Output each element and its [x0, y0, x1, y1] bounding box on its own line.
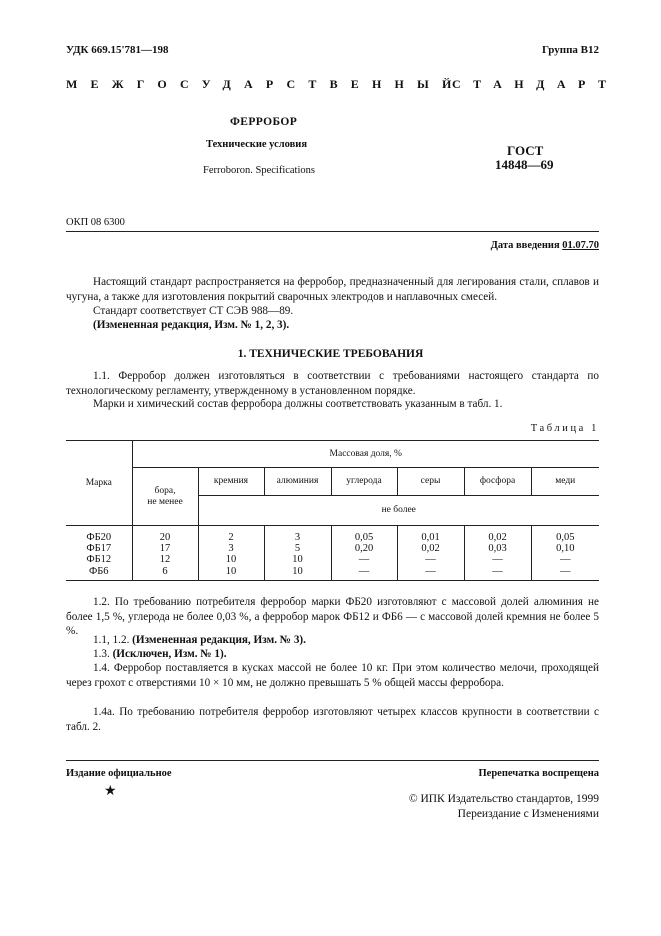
cell-copper: 0,05 [531, 526, 599, 544]
col-header-carbon: углерода [331, 468, 397, 496]
cell-phosphorus: 0,02 [464, 526, 531, 544]
cell-phosphorus: — [464, 554, 531, 565]
intro-date-label: Дата введения [490, 240, 560, 251]
cell-mark: ФБ17 [86, 543, 112, 555]
cell-boron: 20 [132, 526, 198, 544]
section-1-paragraph-1: 1.1. Ферробор должен изготовляться в соответствии с требованиями настоящего стандарта по технологическому регламенту, утвержденному в установленном порядке. [66, 370, 599, 397]
amendment-clause-numbers: 1.1, 1.2. [93, 634, 130, 646]
cell-sulfur: 0,02 [397, 543, 464, 554]
cell-aluminium: 3 [264, 526, 331, 544]
group-code: Группа В12 [541, 44, 599, 56]
intro-paragraph-1: Настоящий стандарт распространяется на ферробор, предназначенный для легирования стали, сплавов и чугуна, а также для изготовления покрытий сварочных электродов и наплавочных смесей. [66, 276, 599, 303]
cell-sulfur: 0,01 [397, 526, 464, 544]
star-icon: ★ [104, 784, 117, 799]
cell-carbon: — [331, 554, 397, 565]
table-row [66, 566, 599, 581]
cell-boron: 17 [132, 543, 198, 554]
header-divider [66, 231, 599, 232]
cell-phosphorus: 0,03 [464, 543, 531, 554]
col-header-mark: Марка [66, 441, 132, 526]
okp-code: ОКП 08 6300 [66, 217, 125, 228]
clause-1-3-excluded: (Исключен, Изм. № 1). [112, 648, 227, 660]
col-header-silicon: кремния [198, 468, 264, 496]
copyright: © ИПК Издательство стандартов, 1999 [408, 793, 599, 805]
cell-copper: 0,10 [531, 543, 599, 554]
table-1 [66, 440, 599, 581]
document-subtitle: Технические условия [206, 139, 308, 150]
official-edition: Издание официальное [66, 768, 172, 779]
cell-boron: 12 [132, 554, 198, 565]
cell-silicon: 10 [198, 554, 264, 565]
banner-interstate: МЕЖГОСУДАРСТВЕННЫЙ [66, 77, 465, 91]
table-row [66, 526, 599, 544]
col-header-sulfur: серы [397, 468, 464, 496]
paragraph-1-4a: 1.4а. По требованию потребителя ферробор изготовляют четырех классов крупности в соответствии с табл. 2. [66, 706, 599, 733]
paragraph-1-2: 1.2. По требованию потребителя ферробор марки ФБ20 изготовляют с массовой долей алюминия не более 1,5 %, углерода не более 0,03 %, а ферробор марок ФБ12 и ФБ6 — с массовой долей кремния не более 5 %. [66, 596, 599, 638]
intro-date [491, 240, 599, 251]
intro-date-value: 01.07.70 [562, 240, 599, 251]
col-header-not-more: не более [198, 496, 599, 526]
cell-boron: 6 [132, 566, 198, 581]
cell-aluminium: 5 [264, 543, 331, 554]
cell-sulfur: — [397, 566, 464, 581]
banner-standard: СТАНДАРТ [452, 77, 619, 91]
intro-paragraph-2: Стандарт соответствует СТ СЭВ 988—89. [93, 305, 294, 317]
document-title: ФЕРРОБОР [230, 116, 298, 128]
cell-aluminium: 10 [264, 554, 331, 565]
cell-phosphorus: — [464, 566, 531, 581]
cell-silicon: 2 [198, 526, 264, 544]
cell-mark: ФБ12 [86, 554, 112, 566]
cell-mark: ФБ20 [86, 532, 112, 543]
intro-amendment: (Измененная редакция, Изм. № 1, 2, 3). [93, 319, 290, 331]
table-1-caption: Таблица 1 [530, 423, 599, 434]
col-header-mass-fraction: Массовая доля, % [132, 441, 599, 468]
cell-copper: — [531, 566, 599, 581]
cell-carbon: 0,05 [331, 526, 397, 544]
table-row [66, 543, 599, 554]
paragraph-1-3 [93, 647, 599, 662]
footer-divider [66, 760, 599, 761]
amendment-note: (Измененная редакция, Изм. № 3). [132, 634, 306, 646]
section-1-paragraph-2: Марки и химический состав ферробора должны соответствовать указанным в табл. 1. [93, 398, 503, 410]
gost-number: 14848—69 [495, 157, 554, 172]
table-row [66, 554, 599, 565]
udk-code: УДК 669.15'781—198 [66, 44, 169, 56]
cell-sulfur: — [397, 554, 464, 565]
cell-copper: — [531, 554, 599, 565]
col-header-boron-name: бора, [154, 485, 176, 496]
col-header-boron [132, 468, 198, 526]
gost-label: ГОСТ [507, 143, 544, 158]
cell-silicon: 3 [198, 543, 264, 554]
reprint-prohibited: Перепечатка воспрещена [478, 768, 599, 779]
cell-mark: ФБ6 [66, 566, 132, 581]
col-header-aluminium: алюминия [264, 468, 331, 496]
english-title: Ferroboron. Specifications [203, 165, 315, 176]
col-header-phosphorus: фосфора [464, 468, 531, 496]
cell-aluminium: 10 [264, 566, 331, 581]
paragraph-1-4: 1.4. Ферробор поставляется в кусках массой не более 10 кг. При этом количество мелочи, проходящей через грохот с отверстиями 10 × 10 мм, не должно превышать 5 % общей массы ферробора. [66, 662, 599, 689]
cell-carbon: — [331, 566, 397, 581]
col-header-copper: меди [531, 468, 599, 496]
cell-silicon: 10 [198, 566, 264, 581]
paragraph-amendment-1-1 [93, 633, 599, 648]
cell-carbon: 0,20 [331, 543, 397, 554]
col-header-boron-min: не менее [147, 496, 183, 507]
reissue-note: Переиздание с Изменениями [457, 808, 599, 820]
clause-1-3-number: 1.3. [93, 648, 110, 660]
section-1-heading: 1. ТЕХНИЧЕСКИЕ ТРЕБОВАНИЯ [237, 348, 424, 360]
